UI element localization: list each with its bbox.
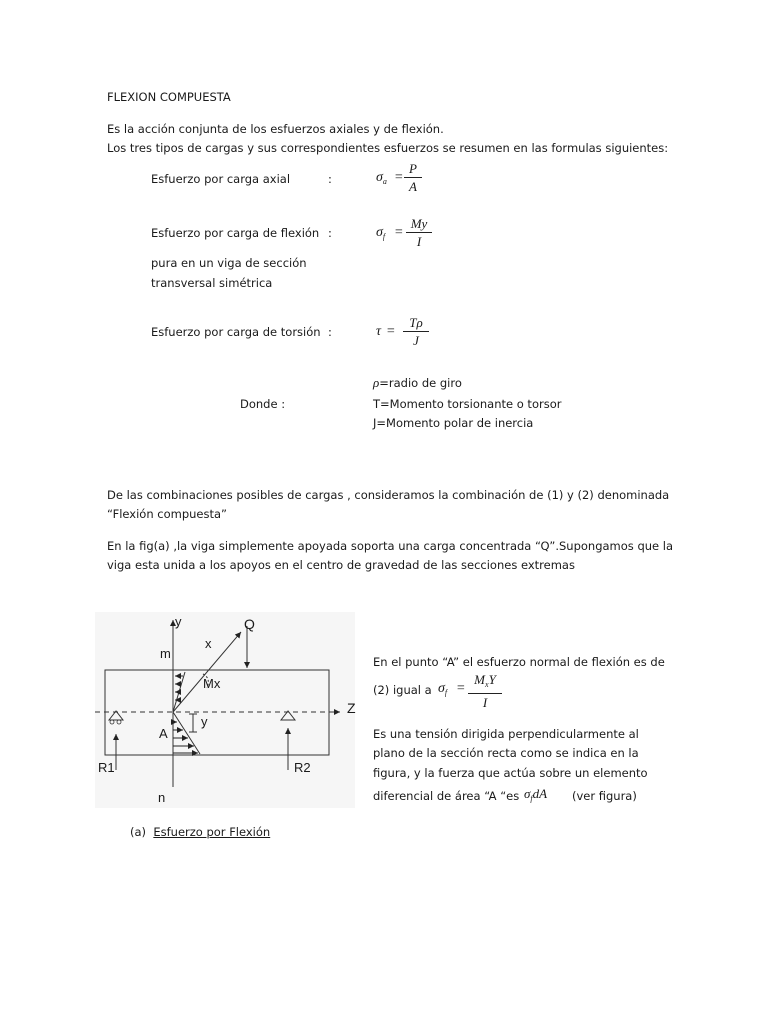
torsion-tau: τ xyxy=(376,324,382,339)
flexion-equals: = xyxy=(394,225,404,240)
label-q: Q xyxy=(244,616,255,632)
axial-colon: : xyxy=(328,172,332,186)
flexion-denominator: I xyxy=(416,234,422,249)
label-mx: Mx xyxy=(203,676,221,691)
right-line-2: (2) igual a xyxy=(373,683,432,697)
compression-arrows xyxy=(175,676,183,700)
combination-line-1: De las combinaciones posibles de cargas , consideramos la combinación de (1) y (2) denominada xyxy=(107,488,670,502)
point-a-numerator: $M_xY$ xyxy=(474,672,496,689)
point-a-sigma: $\sigma_f$ xyxy=(438,681,448,697)
rho-definition: ρ=radio de giro xyxy=(373,375,462,390)
axial-denominator: A xyxy=(409,179,417,194)
point-a-equals: = xyxy=(456,681,466,696)
t-definition: T=Momento torsionante o torsor xyxy=(373,397,562,411)
j-definition: J=Momento polar de inercia xyxy=(373,416,534,430)
figa-line-2: viga esta unida a los apoyos en el centro de gravedad de las secciones extremas xyxy=(107,558,575,572)
flexion-colon: : xyxy=(328,226,332,240)
flexion-label: Esfuerzo por carga de flexión xyxy=(151,226,320,240)
point-a-denominator: I xyxy=(482,695,488,710)
right-line-1: En el punto “A” el esfuerzo normal de flexión es de xyxy=(373,655,665,669)
label-m: m xyxy=(160,646,171,661)
beam-diagram xyxy=(95,612,355,808)
label-y-axis: y xyxy=(175,614,182,629)
figa-line-1: En la fig(a) ,la viga simplemente apoyada soporta una carga concentrada “Q”.Supongamos que la xyxy=(107,539,674,553)
intro-line-2: Los tres tipos de cargas y sus correspondientes esfuerzos se resumen en las formulas siguientes: xyxy=(107,141,669,155)
point-a-fraction xyxy=(468,672,502,710)
label-z: Z xyxy=(347,700,356,716)
fraction-bar xyxy=(468,693,502,694)
flexion-sigma: $\sigma_f$ xyxy=(376,225,386,241)
beam-figure xyxy=(95,612,355,808)
axial-sigma: $\sigma_a$ xyxy=(376,170,387,186)
fraction-bar xyxy=(404,177,422,178)
flexion-note-1: pura en un viga de sección xyxy=(151,256,307,270)
tension-profile xyxy=(173,712,200,754)
torsion-fraction xyxy=(403,315,429,348)
right-line-5: figura, y la fuerza que actúa sobre un elemento xyxy=(373,766,648,780)
axial-label: Esfuerzo por carga axial xyxy=(151,172,291,186)
axial-fraction xyxy=(404,161,422,194)
torsion-label: Esfuerzo por carga de torsión xyxy=(151,325,321,339)
label-x: x xyxy=(205,636,212,651)
fraction-bar xyxy=(406,232,432,233)
torsion-equals: = xyxy=(386,324,396,339)
combination-line-2: “Flexión compuesta” xyxy=(107,507,227,521)
label-y-dim: y xyxy=(201,714,208,729)
intro-line-1: Es la acción conjunta de los esfuerzos axiales y de flexión. xyxy=(107,122,444,136)
fraction-bar xyxy=(403,331,429,332)
page-title: FLEXION COMPUESTA xyxy=(107,90,231,104)
axial-equals: = xyxy=(394,170,404,185)
label-a: A xyxy=(159,726,168,741)
label-r1: R1 xyxy=(98,760,115,775)
right-line-6: diferencial de área “A “es xyxy=(373,789,520,803)
flexion-numerator: My xyxy=(410,216,428,231)
torsion-denominator: J xyxy=(413,333,419,348)
right-line-6-post: (ver figura) xyxy=(572,789,637,803)
donde-label: Donde : xyxy=(240,397,286,411)
right-support-icon xyxy=(281,711,295,770)
label-r2: R2 xyxy=(294,760,311,775)
tension-arrows xyxy=(173,722,198,753)
flexion-note-2: transversal simétrica xyxy=(151,276,273,290)
right-line-4: plano de la sección recta como se indica en la xyxy=(373,746,639,760)
torsion-numerator: Tρ xyxy=(409,315,423,330)
right-line-3: Es una tensión dirigida perpendicularmente al xyxy=(373,727,639,741)
figure-caption: (a) Esfuerzo por Flexión xyxy=(130,825,271,839)
axial-numerator: P xyxy=(409,161,417,176)
torsion-colon: : xyxy=(328,325,332,339)
flexion-fraction xyxy=(406,216,432,249)
label-n: n xyxy=(158,790,166,805)
inline-sigma-da: $\sigma_fdA$ xyxy=(524,786,548,803)
